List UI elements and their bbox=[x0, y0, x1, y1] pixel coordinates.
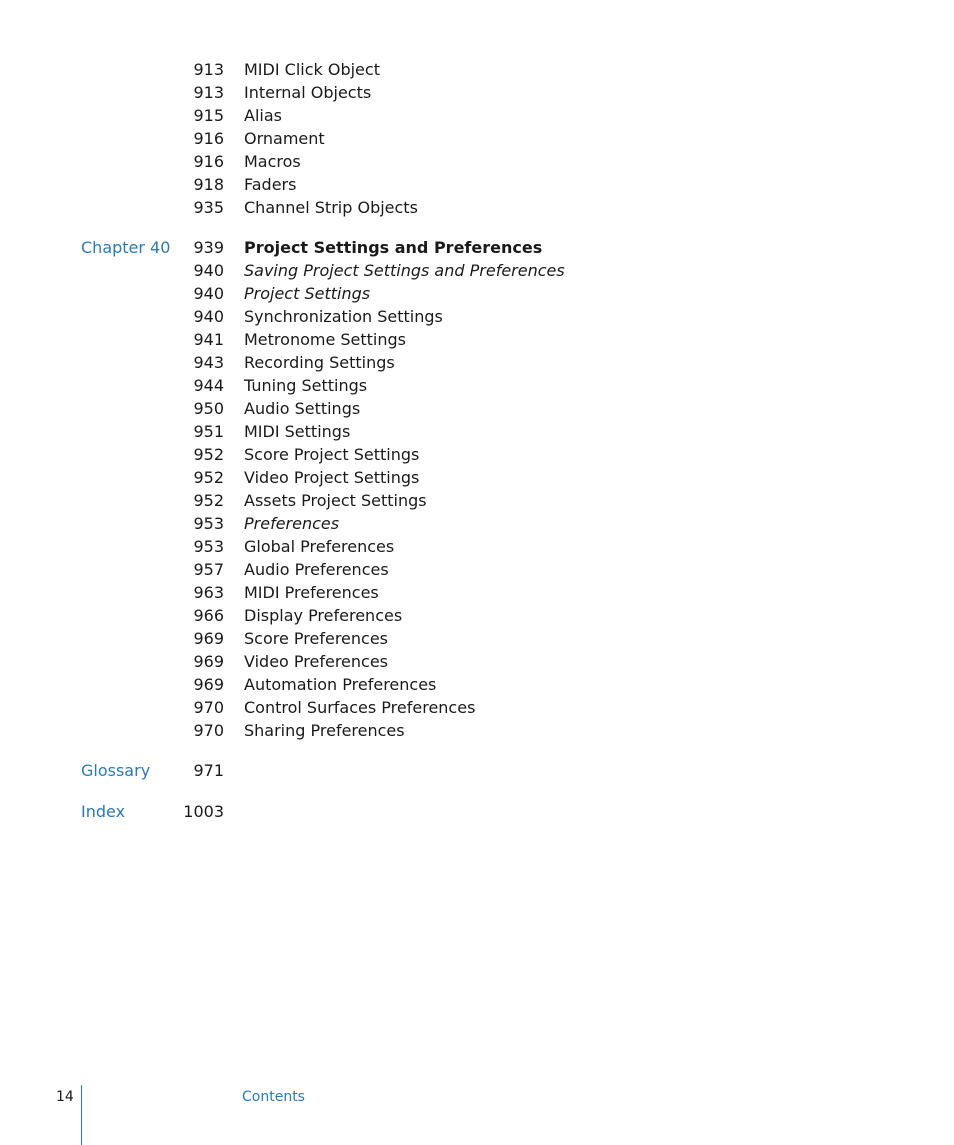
toc-entry[interactable] bbox=[0, 604, 954, 627]
entry-title: Audio Preferences bbox=[244, 560, 389, 579]
entry-page: 966 bbox=[193, 606, 224, 625]
entry-page: 970 bbox=[193, 698, 224, 717]
toc-entry[interactable] bbox=[0, 673, 954, 696]
entry-title: Faders bbox=[244, 175, 297, 194]
entry-page: 944 bbox=[193, 376, 224, 395]
section-title: Saving Project Settings and Preferences bbox=[244, 261, 565, 280]
entry-page: 935 bbox=[193, 198, 224, 217]
index-label[interactable]: Index bbox=[81, 802, 126, 821]
toc-section-entry[interactable] bbox=[0, 259, 954, 282]
toc-entry[interactable] bbox=[0, 535, 954, 558]
toc-entry[interactable] bbox=[0, 58, 954, 81]
toc-entry[interactable] bbox=[0, 150, 954, 173]
entry-page: 969 bbox=[193, 675, 224, 694]
section-title: Preferences bbox=[244, 514, 340, 533]
entry-page: 940 bbox=[193, 284, 224, 303]
entry-title: Recording Settings bbox=[244, 353, 395, 372]
toc-entry[interactable] bbox=[0, 558, 954, 581]
entry-title: Assets Project Settings bbox=[244, 491, 427, 510]
entry-page: 916 bbox=[193, 152, 224, 171]
entry-title: Sharing Preferences bbox=[244, 721, 405, 740]
entry-title: Synchronization Settings bbox=[244, 307, 443, 326]
entry-page: 957 bbox=[193, 560, 224, 579]
entry-title: Channel Strip Objects bbox=[244, 198, 418, 217]
entry-title: Macros bbox=[244, 152, 301, 171]
entry-page: 940 bbox=[193, 307, 224, 326]
entry-page: 952 bbox=[193, 491, 224, 510]
entry-title: MIDI Settings bbox=[244, 422, 351, 441]
toc-entry[interactable] bbox=[0, 443, 954, 466]
glossary-entry[interactable] bbox=[0, 759, 954, 782]
entry-title: Metronome Settings bbox=[244, 330, 407, 349]
entry-page: 953 bbox=[193, 514, 224, 533]
chapter-label[interactable]: Chapter 40 bbox=[81, 238, 171, 257]
toc-entry[interactable] bbox=[0, 351, 954, 374]
toc-entry[interactable] bbox=[0, 397, 954, 420]
chapter-40-block bbox=[0, 236, 954, 742]
section-title: Project Settings bbox=[244, 284, 371, 303]
glossary-page: 971 bbox=[193, 761, 224, 780]
toc-continued-block bbox=[0, 58, 954, 219]
footer-divider bbox=[81, 1085, 82, 1145]
glossary-label[interactable]: Glossary bbox=[81, 761, 151, 780]
entry-title: Display Preferences bbox=[244, 606, 403, 625]
entry-page: 940 bbox=[193, 261, 224, 280]
entry-title: Automation Preferences bbox=[244, 675, 437, 694]
toc-entry[interactable] bbox=[0, 627, 954, 650]
entry-page: 963 bbox=[193, 583, 224, 602]
entry-page: 953 bbox=[193, 537, 224, 556]
entry-page: 951 bbox=[193, 422, 224, 441]
toc-entry[interactable] bbox=[0, 104, 954, 127]
toc-entry[interactable] bbox=[0, 420, 954, 443]
toc-entry[interactable] bbox=[0, 305, 954, 328]
chapter-page: 939 bbox=[193, 238, 224, 257]
toc-entry[interactable] bbox=[0, 173, 954, 196]
toc-entry[interactable] bbox=[0, 466, 954, 489]
chapter-title: Project Settings and Preferences bbox=[244, 238, 543, 257]
entry-title: MIDI Click Object bbox=[244, 60, 380, 79]
entry-title: Score Preferences bbox=[244, 629, 388, 648]
index-page: 1003 bbox=[183, 802, 224, 821]
toc-entry[interactable] bbox=[0, 81, 954, 104]
entry-page: 913 bbox=[193, 60, 224, 79]
entry-page: 941 bbox=[193, 330, 224, 349]
glossary-block bbox=[0, 759, 954, 782]
entry-page: 952 bbox=[193, 445, 224, 464]
index-entry[interactable] bbox=[0, 800, 954, 823]
toc-section-entry[interactable] bbox=[0, 512, 954, 535]
entry-page: 969 bbox=[193, 652, 224, 671]
entry-page: 943 bbox=[193, 353, 224, 372]
entry-page: 950 bbox=[193, 399, 224, 418]
entry-title: Ornament bbox=[244, 129, 325, 148]
entry-title: Control Surfaces Preferences bbox=[244, 698, 476, 717]
entry-title: Video Project Settings bbox=[244, 468, 420, 487]
entry-page: 916 bbox=[193, 129, 224, 148]
entry-title: Global Preferences bbox=[244, 537, 395, 556]
entry-page: 913 bbox=[193, 83, 224, 102]
toc-entry[interactable] bbox=[0, 328, 954, 351]
entry-title: Internal Objects bbox=[244, 83, 372, 102]
entry-title: Alias bbox=[244, 106, 282, 125]
toc-entry[interactable] bbox=[0, 127, 954, 150]
toc-entry[interactable] bbox=[0, 374, 954, 397]
entry-title: Tuning Settings bbox=[244, 376, 368, 395]
toc-entry[interactable] bbox=[0, 650, 954, 673]
footer-section-name: Contents bbox=[242, 1089, 305, 1105]
toc-entry[interactable] bbox=[0, 719, 954, 742]
entry-title: Score Project Settings bbox=[244, 445, 420, 464]
toc-entry[interactable] bbox=[0, 696, 954, 719]
chapter-heading[interactable] bbox=[0, 236, 954, 259]
entry-page: 970 bbox=[193, 721, 224, 740]
toc-entry[interactable] bbox=[0, 196, 954, 219]
index-block bbox=[0, 800, 954, 823]
toc-entry[interactable] bbox=[0, 581, 954, 604]
entry-page: 969 bbox=[193, 629, 224, 648]
entry-page: 952 bbox=[193, 468, 224, 487]
entry-page: 915 bbox=[193, 106, 224, 125]
footer-page-number: 14 bbox=[56, 1089, 74, 1105]
toc-section-entry[interactable] bbox=[0, 282, 954, 305]
toc-entry[interactable] bbox=[0, 489, 954, 512]
entry-title: Audio Settings bbox=[244, 399, 361, 418]
entry-title: MIDI Preferences bbox=[244, 583, 379, 602]
entry-title: Video Preferences bbox=[244, 652, 389, 671]
entry-page: 918 bbox=[193, 175, 224, 194]
